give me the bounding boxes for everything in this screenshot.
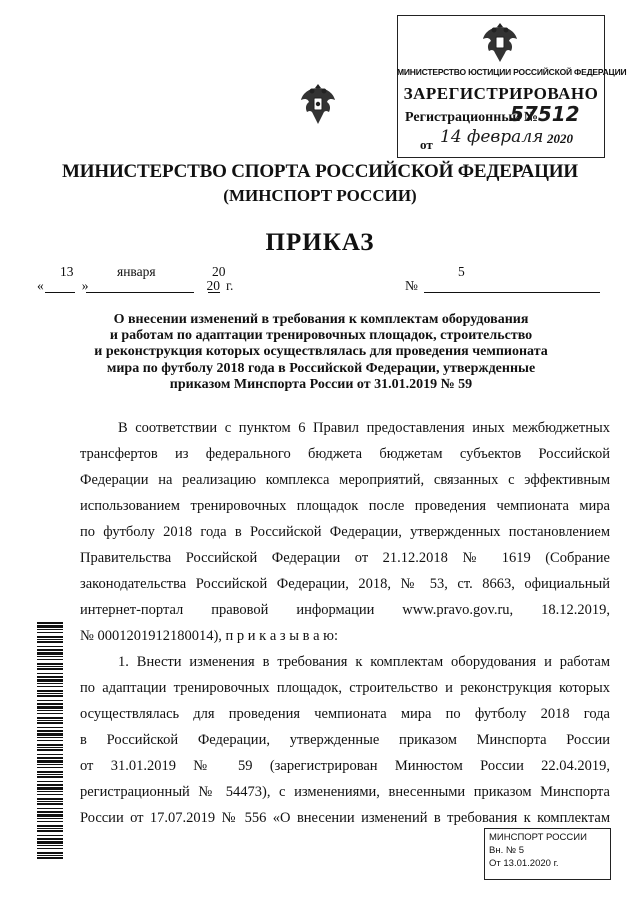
order-year: 20 <box>212 264 226 279</box>
body-line: трансфертов из федерального бюджета бюджетам субъектов Российской <box>80 446 610 462</box>
stamp-regnum-label: Регистрационный № <box>405 110 538 125</box>
body-line: законодательства Российской Федерации, 2018, № 53, ст. 8663, официальный <box>80 576 610 592</box>
barcode-icon <box>37 622 63 862</box>
order-month: января <box>117 264 156 279</box>
body-line: 1. Внести изменения в требования к комплектам оборудования и работам <box>118 654 610 670</box>
order-number-value: 5 <box>458 264 465 279</box>
date-template-year: 20 <box>206 278 220 293</box>
body-line: Федерации на реализацию комплекса мероприятий, связанных с эффективным <box>80 472 610 488</box>
body-line: использованием тренировочных площадок после проведения чемпионата мира <box>80 498 610 514</box>
stamp-ministry-name: МИНИСТЕРСТВО ЮСТИЦИИ РОССИЙСКОЙ ФЕДЕРАЦИИ <box>397 67 627 77</box>
order-title: ПРИКАЗ <box>265 229 375 256</box>
incoming-registration-stamp <box>484 828 611 880</box>
body-line: интернет-портал правовой информации www.pravo.gov.ru, 18.12.2019, <box>80 602 610 618</box>
inbox-stamp-line: От 13.01.2020 г. <box>489 858 559 869</box>
date-open-quote: « <box>37 278 44 293</box>
body-line: по футболу 2018 года в Российской Федерации, утвержденных постановлением <box>80 524 610 540</box>
ministry-title: МИНИСТЕРСТВО СПОРТА РОССИЙСКОЙ ФЕДЕРАЦИИ <box>62 161 578 182</box>
date-close-quote: » <box>81 278 89 293</box>
stamp-year-value: 2020 <box>547 131 573 146</box>
order-number-label: № <box>405 278 418 293</box>
inbox-stamp-line: Вн. № 5 <box>489 845 524 856</box>
stamp-date-label: от <box>420 137 433 152</box>
body-line: В соответствии с пунктом 6 Правил предоставления иных межбюджетных <box>118 420 610 436</box>
body-line: от 31.01.2019 № 59 (зарегистрирован Минюстом России 22.04.2019, <box>80 758 610 774</box>
body-line: России от 17.07.2019 № 556 «О внесении изменений в требования к комплектам <box>80 810 610 826</box>
body-line: регистрационный № 54473), с изменениями, внесенными приказом Минспорта <box>80 784 610 800</box>
ministry-abbreviation: (МИНСПОРТ РОССИИ) <box>223 186 417 205</box>
order-subject <box>70 312 572 393</box>
order-day: 13 <box>60 264 74 279</box>
subject-line: О внесении изменений в требования к комплектам оборудования <box>113 312 529 327</box>
subject-line: приказом Минспорта России от 31.01.2019 № 59 <box>169 376 473 392</box>
date-template-suffix: г. <box>226 278 234 293</box>
stamp-date-value: 14 февраля <box>440 127 544 147</box>
stamp-regnum-value: 57512 <box>510 102 580 126</box>
stamp-coat-of-arms-icon <box>479 20 521 64</box>
inbox-stamp-line: МИНСПОРТ РОССИИ <box>489 832 587 843</box>
body-line: в Российской Федерации, утвержденные приказом Минспорта России <box>80 732 610 748</box>
coat-of-arms-icon <box>297 80 339 126</box>
stamp-registered-label: ЗАРЕГИСТРИРОВАНО <box>403 84 599 103</box>
body-line: Правительства Российской Федерации от 21.12.2018 № 1619 (Собрание <box>80 550 610 566</box>
body-line: № 0001201912180014), п р и к а з ы в а ю: <box>80 628 339 644</box>
body-line: осуществлялась для проведения чемпионата мира по футболу 2018 года <box>80 706 610 722</box>
subject-line: и реконструкция которых осуществлялась для проведения чемпионата <box>94 344 548 360</box>
body-line: по адаптации тренировочных площадок, строительство и реконструкция которых <box>80 680 610 696</box>
subject-line: и работам по адаптации тренировочных площадок, строительство <box>109 328 533 344</box>
subject-line: мира по футболу 2018 года в Российской Федерации, утвержденные <box>106 360 536 376</box>
